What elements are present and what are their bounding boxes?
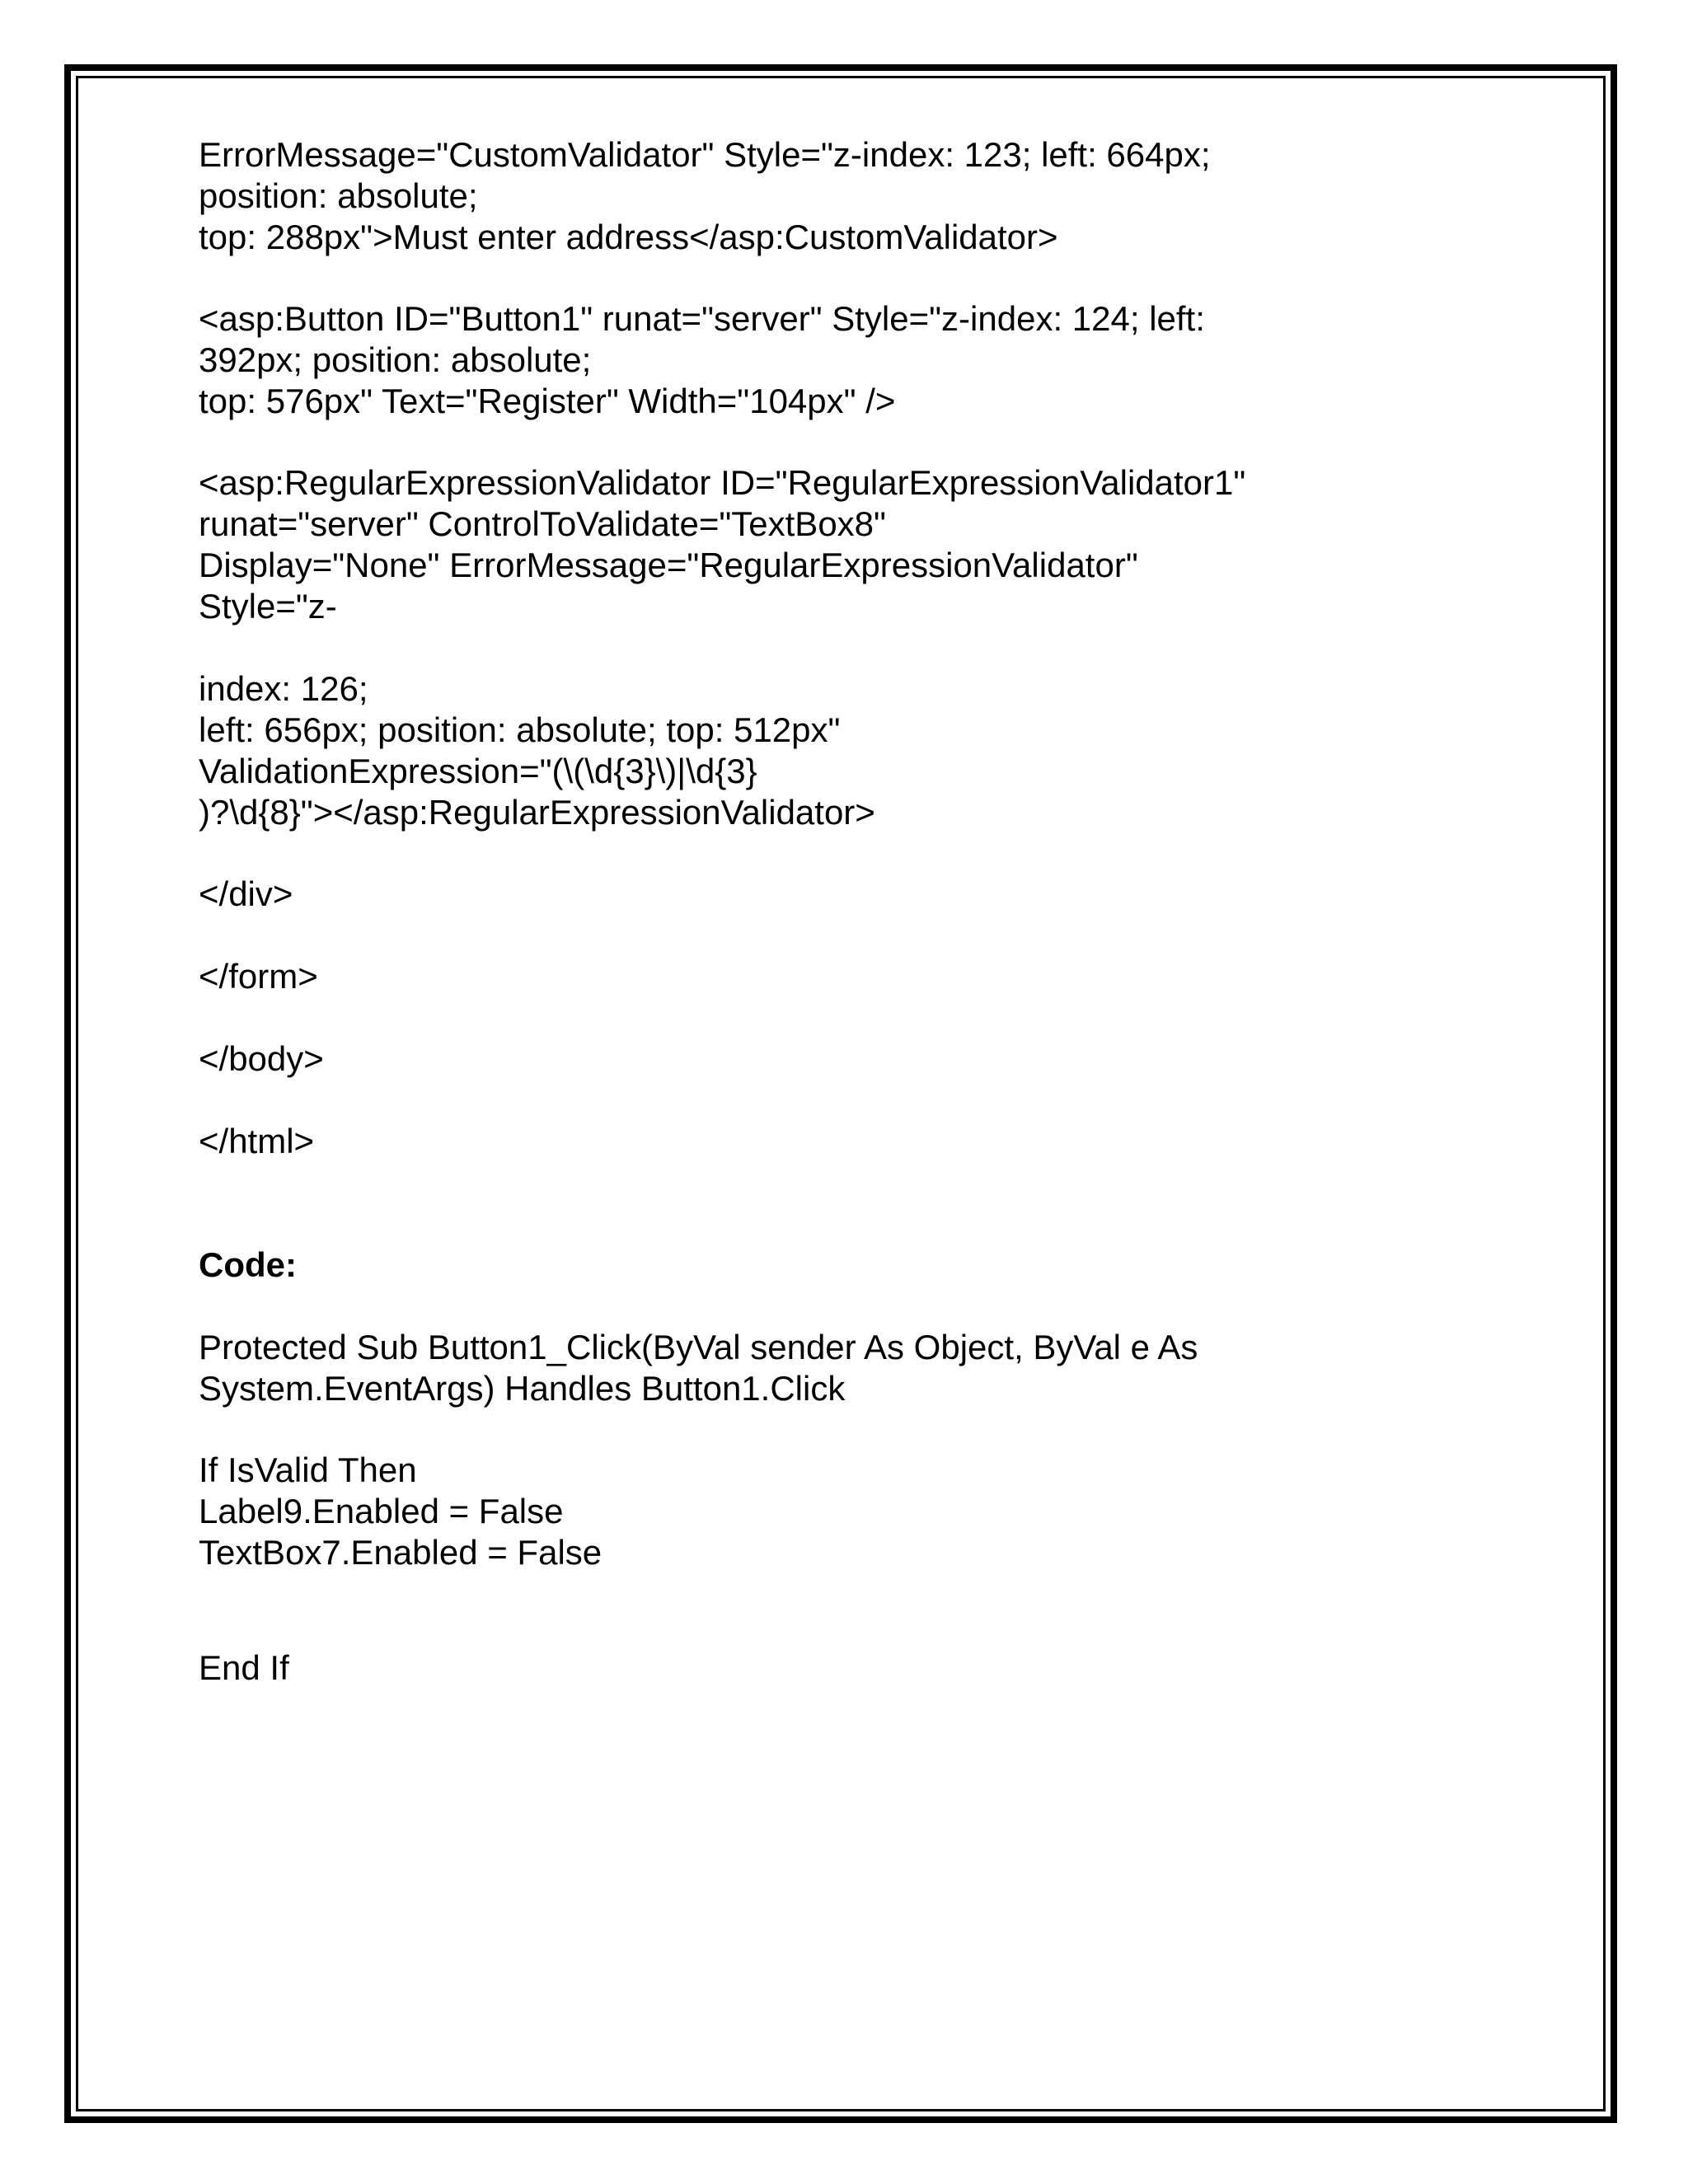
code-line: runat="server" ControlToValidate="TextBox8" — [199, 504, 886, 543]
code-line: top: 288px">Must enter address</asp:CustomValidator> — [199, 218, 1058, 256]
code-line: Label9.Enabled = False — [199, 1492, 564, 1530]
code-line: ValidationExpression="(\(\d{3}\)|\d{3} — [199, 752, 757, 790]
code-line: left: 656px; position: absolute; top: 512px" — [199, 710, 841, 749]
code-line: Style="z- — [199, 587, 337, 626]
code-line: System.EventArgs) Handles Button1.Click — [199, 1369, 846, 1408]
code-line: Display="None" ErrorMessage="RegularExpressionValidator" — [199, 546, 1138, 584]
if-block — [199, 1450, 1353, 1573]
code-line: ErrorMessage="CustomValidator" Style="z-index: 123; left: 664px; — [199, 135, 1211, 174]
code-line: <asp:Button ID="Button1" runat="server" Style="z-index: 124; left: — [199, 299, 1205, 338]
code-line: 392px; position: absolute; — [199, 340, 592, 379]
custom-validator-block — [199, 134, 1353, 258]
button-block — [199, 298, 1353, 422]
regex-validator-block — [199, 462, 1353, 833]
code-line: top: 576px" Text="Register" Width="104px" /> — [199, 382, 896, 420]
end-if-line: End If — [199, 1648, 289, 1687]
close-div-line: </div> — [199, 874, 293, 913]
close-form-line: </form> — [199, 957, 318, 996]
code-line: <asp:RegularExpressionValidator ID="RegularExpressionValidator1" — [199, 463, 1246, 502]
code-line: index: 126; — [199, 669, 368, 708]
code-line: TextBox7.Enabled = False — [199, 1533, 603, 1572]
close-html-line: </html> — [199, 1122, 315, 1160]
code-heading: Code: — [199, 1245, 297, 1284]
sub-declaration-block — [199, 1327, 1353, 1409]
code-line: )?\d{8}"></asp:RegularExpressionValidator> — [199, 793, 875, 832]
code-line: position: absolute; — [199, 176, 478, 215]
code-line: Protected Sub Button1_Click(ByVal sender As Object, ByVal e As — [199, 1328, 1198, 1366]
close-body-line: </body> — [199, 1039, 324, 1078]
document-content — [199, 134, 1353, 1689]
code-line: If IsValid Then — [199, 1451, 417, 1489]
